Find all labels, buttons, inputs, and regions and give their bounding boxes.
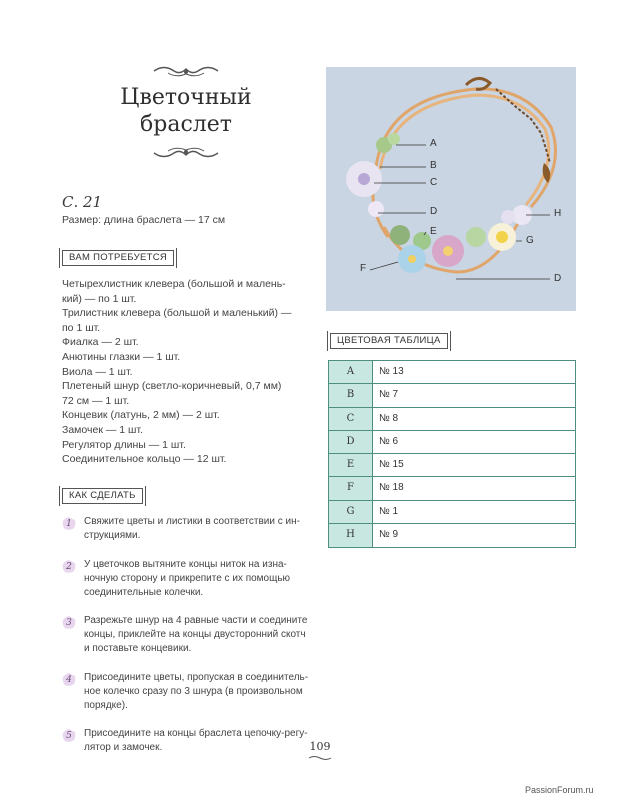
title-line-1: Цветочный xyxy=(120,85,252,110)
step-number: 5 xyxy=(66,731,72,741)
table-letter-cell: C xyxy=(329,408,373,430)
watermark: PassionForum.ru xyxy=(525,785,594,795)
step-item xyxy=(62,727,312,755)
materials-line: Концевик (латунь, 2 мм) — 2 шт. xyxy=(62,409,220,422)
step-line: порядке). xyxy=(84,699,128,711)
step-item xyxy=(62,614,312,656)
photo-label-d-top: D xyxy=(430,206,438,217)
table-row xyxy=(329,477,575,500)
table-row xyxy=(329,501,575,524)
color-table xyxy=(328,360,576,548)
step-line: концы, приклейте на концы двусторонний скотч xyxy=(84,629,306,640)
size-info: Размер: длина браслета — 17 см xyxy=(62,214,226,226)
how-to-heading: КАК СДЕЛАТЬ xyxy=(62,488,143,504)
table-letter-cell: F xyxy=(329,477,373,499)
photo-label-b: B xyxy=(430,160,437,171)
materials-line: Четырехлистник клевера (большой и малень- xyxy=(62,278,286,290)
step-number: 3 xyxy=(66,618,72,628)
step-badge-icon xyxy=(62,729,76,743)
photo-label-a: A xyxy=(430,138,437,149)
materials-list xyxy=(62,277,302,467)
materials-line: 72 см — 1 шт. xyxy=(62,394,130,407)
color-table-heading: ЦВЕТОВАЯ ТАБЛИЦА xyxy=(330,333,448,349)
title-line-2: браслет xyxy=(140,112,232,137)
table-value-cell: № 9 xyxy=(379,529,399,541)
step-number: 4 xyxy=(66,674,72,685)
step-line: и поставьте концевики. xyxy=(84,643,192,654)
table-letter-cell: G xyxy=(329,501,373,523)
table-letter-cell: A xyxy=(329,361,373,383)
photo-label-f: F xyxy=(360,263,367,274)
page-number: 109 xyxy=(309,740,331,753)
step-badge-icon xyxy=(62,560,76,574)
materials-line: Трилистник клевера (большой и маленький) — xyxy=(62,307,292,320)
step-line: струкциями. xyxy=(84,530,141,541)
step-line: Свяжите цветы и листики в соответствии с ин- xyxy=(84,516,300,527)
bracelet-photo xyxy=(326,67,576,311)
step-line: ное колечко сразу по 3 шнура (в произвольном xyxy=(84,685,303,697)
title-ornament-bottom xyxy=(150,146,222,160)
photo-label-g: G xyxy=(526,235,534,246)
table-row xyxy=(329,431,575,454)
table-value-cell: № 15 xyxy=(379,459,404,471)
materials-line: Фиалка — 2 шт. xyxy=(62,336,139,349)
materials-line: Регулятор длины — 1 шт. xyxy=(62,438,186,451)
photo-label-e: E xyxy=(430,226,437,237)
materials-line: Анютины глазки — 1 шт. xyxy=(62,350,181,363)
steps-list xyxy=(62,515,312,770)
pattern-number: С. 21 xyxy=(62,193,103,211)
step-line: ночную сторону и прикрепите с их помощью xyxy=(84,572,291,584)
table-value-cell: № 1 xyxy=(379,505,399,517)
table-letter-cell: D xyxy=(329,431,373,453)
table-row xyxy=(329,408,575,431)
table-letter-cell: B xyxy=(329,384,373,406)
table-value-cell: № 8 xyxy=(379,412,399,424)
step-badge-icon xyxy=(62,673,76,687)
table-row xyxy=(329,361,575,384)
step-line: Присоедините на концы браслета цепочку-регу- xyxy=(84,728,308,739)
step-line: лятор и замочек. xyxy=(84,742,163,753)
step-badge-icon xyxy=(62,517,76,531)
step-number: 2 xyxy=(66,561,72,572)
step-line: У цветочков вытяните концы ниток на изна- xyxy=(84,558,287,570)
materials-line: Замочек — 1 шт. xyxy=(62,423,143,436)
materials-line: кий) — по 1 шт. xyxy=(62,292,137,305)
table-letter-cell: H xyxy=(329,524,373,547)
step-badge-icon xyxy=(62,616,76,630)
step-number: 1 xyxy=(66,519,72,529)
page-number-ornament xyxy=(308,755,332,761)
title-ornament-top xyxy=(150,64,222,78)
table-letter-cell: E xyxy=(329,454,373,476)
page-title xyxy=(100,84,272,138)
photo-label-d-bottom: D xyxy=(554,273,562,284)
table-row xyxy=(329,454,575,477)
photo-label-c: C xyxy=(430,177,438,188)
table-value-cell: № 13 xyxy=(379,366,404,377)
step-item xyxy=(62,515,312,543)
table-row xyxy=(329,384,575,407)
step-item xyxy=(62,671,312,713)
step-item xyxy=(62,558,312,600)
step-line: Присоедините цветы, пропуская в соединитель- xyxy=(84,671,309,683)
table-value-cell: № 18 xyxy=(379,482,404,494)
photo-label-h: H xyxy=(554,208,562,219)
step-line: соединительные колечки. xyxy=(84,586,204,598)
table-value-cell: № 6 xyxy=(379,435,399,447)
materials-line: по 1 шт. xyxy=(62,321,101,334)
materials-line: Соединительное кольцо — 12 шт. xyxy=(62,453,227,466)
step-line: Разрежьте шнур на 4 равные части и соедините xyxy=(84,615,308,626)
table-value-cell: № 7 xyxy=(379,389,399,401)
table-row xyxy=(329,524,575,547)
materials-line: Плетеный шнур (светло-коричневый, 0,7 мм) xyxy=(62,380,282,393)
materials-line: Виола — 1 шт. xyxy=(62,365,133,378)
bracelet-illustration xyxy=(326,67,576,311)
materials-heading: ВАМ ПОТРЕБУЕТСЯ xyxy=(62,250,174,266)
